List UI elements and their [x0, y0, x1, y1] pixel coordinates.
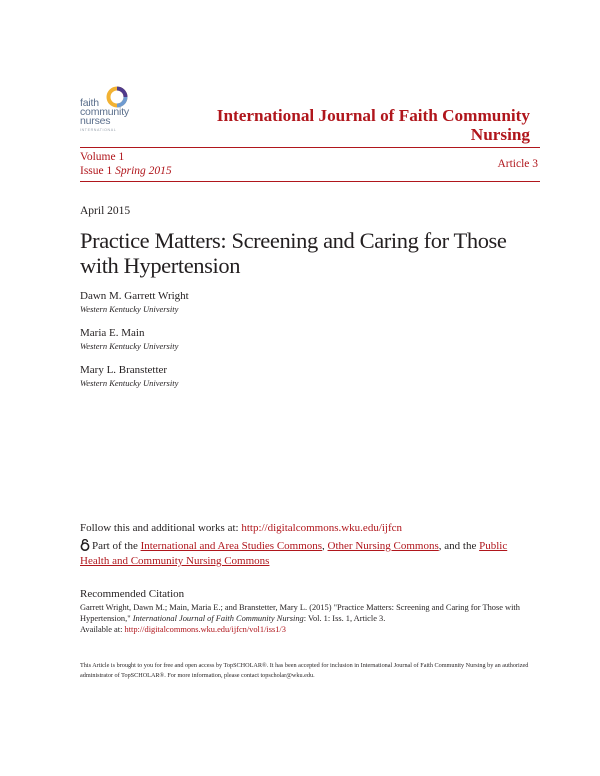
disciplines-line [80, 539, 530, 569]
citation-heading: Recommended Citation [80, 588, 185, 600]
follow-link[interactable]: http://digitalcommons.wku.edu/ijfcn [241, 522, 403, 534]
follow-text: Follow this and additional works at: [80, 522, 242, 534]
journal-title[interactable]: International Journal of Faith Community Nursing [216, 106, 530, 144]
author-affiliation-2: Western Kentucky University [80, 341, 179, 351]
commons-link-public-health[interactable]: Public Health and Community Nursing Commons [80, 540, 508, 567]
author-affiliation-3: Western Kentucky University [80, 378, 179, 388]
logo-text-line2: community [80, 106, 129, 118]
citation-part1: Garrett Wright, Dawn M.; Main, Maria E.; and Branstetter, Mary L. (2015) "Practice Matters: Screening and Caring for Those with Hypertension," [80, 603, 520, 623]
issue-line[interactable] [80, 164, 172, 178]
author-affiliation-1: Western Kentucky University [80, 304, 179, 314]
commons-link-international[interactable]: International and Area Studies Commons [140, 540, 323, 552]
volume-label[interactable]: Volume 1 [80, 151, 125, 163]
author-name-1: Dawn M. Garrett Wright [80, 290, 189, 302]
partof-sep2: , and the [438, 540, 480, 552]
header-rule-bottom [80, 181, 540, 182]
author-name-2: Maria E. Main [80, 327, 145, 339]
partof-prefix: Part of the [92, 540, 141, 552]
logo-text-line1: faith [80, 97, 99, 109]
citation-journal: International Journal of Faith Community Nursing [132, 614, 304, 623]
commons-link-other-nursing[interactable]: Other Nursing Commons [327, 540, 439, 552]
partof-sep1: , [322, 540, 328, 552]
article-number[interactable]: Article 3 [497, 158, 538, 170]
open-access-icon [80, 539, 90, 551]
citation-part2: : Vol. 1: Iss. 1, Article 3. [303, 614, 386, 623]
paper-title: Practice Matters: Screening and Caring for Those with Hypertension [80, 228, 507, 278]
faith-community-nurses-logo-icon [102, 86, 132, 108]
citation-text [80, 602, 530, 635]
footer-note: This Article is brought to you for free and open access by TopSCHOLAR®. It has been accepted for inclusion in International Journal of Faith Community Nursing by an authorized administrator of TopSCHOLAR®. For more information, please contact topscholar@wku.edu. [80, 662, 529, 679]
publication-date: April 2015 [80, 205, 131, 217]
header-rule-top [80, 147, 540, 148]
follow-line [80, 522, 402, 534]
season-label[interactable]: Spring 2015 [115, 165, 172, 177]
logo-text-line3: nurses [80, 115, 111, 127]
citation-available: Available at: [80, 625, 125, 634]
issue-label[interactable]: Issue 1 [80, 165, 113, 177]
author-name-3: Mary L. Branstetter [80, 364, 168, 376]
logo-text-line4: INTERNATIONAL [80, 128, 117, 132]
citation-link[interactable]: http://digitalcommons.wku.edu/ijfcn/vol1/iss1/3 [124, 625, 286, 634]
volume-issue-block[interactable] [80, 150, 172, 178]
journal-logo [80, 86, 150, 134]
